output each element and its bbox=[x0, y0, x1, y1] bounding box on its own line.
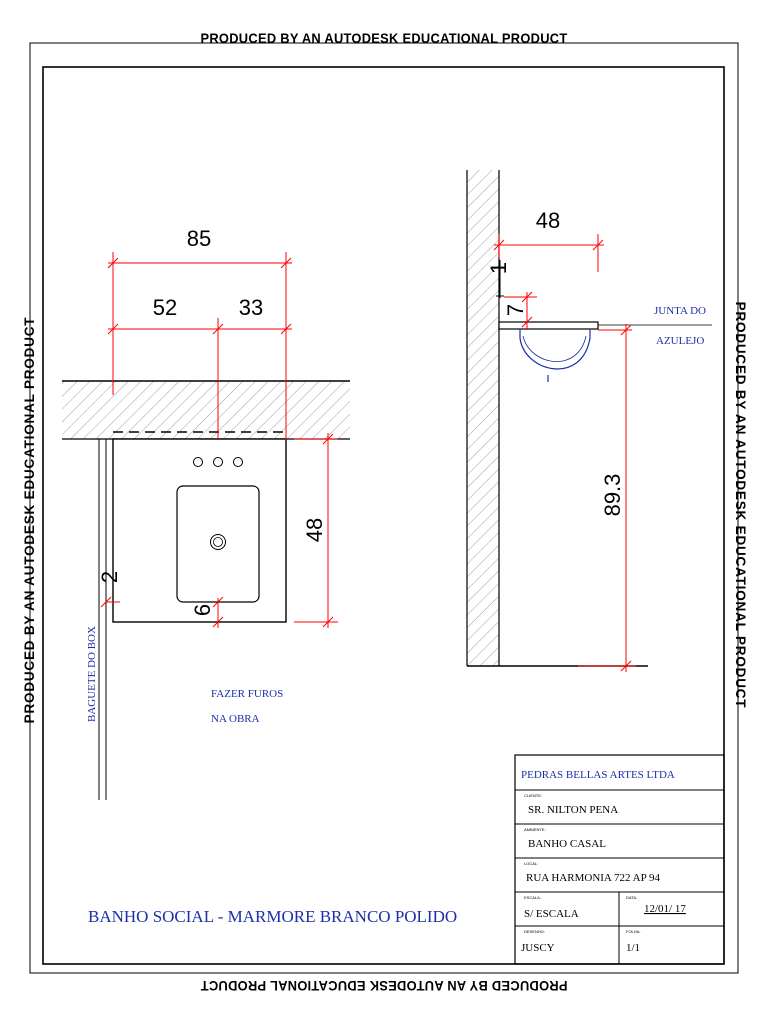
watermark-left: PRODUCED BY AN AUTODESK EDUCATIONAL PRODUCT bbox=[22, 316, 37, 724]
watermark-top: PRODUCED BY AN AUTODESK EDUCATIONAL PRODUCT bbox=[200, 30, 568, 46]
note-joint-line1: JUNTA DO bbox=[654, 305, 706, 317]
drawn-value: JUSCY bbox=[521, 942, 555, 954]
address-value: RUA HARMONIA 722 AP 94 bbox=[526, 872, 661, 884]
ambient-value: BANHO CASAL bbox=[528, 838, 606, 850]
note-holes-line1: FAZER FUROS bbox=[211, 688, 284, 700]
watermark-bottom: PRODUCED BY AN AUTODESK EDUCATIONAL PRODUCT bbox=[200, 978, 568, 994]
dim-depth-48: 48 bbox=[302, 517, 327, 543]
sheet-title: BANHO SOCIAL - MARMORE BRANCO POLIDO bbox=[88, 907, 458, 926]
client-value: SR. NILTON PENA bbox=[528, 804, 619, 816]
basin-bowl-inner bbox=[523, 336, 586, 362]
note-baguette-box: BAGUETE DO BOX bbox=[86, 626, 98, 722]
wall-hatch bbox=[62, 381, 350, 439]
dim-edge-6: 6 bbox=[190, 603, 215, 617]
dim-side-2: 2 bbox=[97, 570, 122, 584]
scale-value: S/ ESCALA bbox=[524, 908, 579, 920]
sheet-value: 1/1 bbox=[626, 942, 641, 954]
scale-label: ESCALA: bbox=[524, 895, 541, 900]
date-value: 12/01/ 17 bbox=[644, 903, 686, 915]
ambient-label: AMBIENTE: bbox=[524, 827, 546, 832]
section-dimension-lines bbox=[494, 234, 636, 672]
note-holes-line2: NA OBRA bbox=[211, 713, 260, 725]
dim-section-7: 7 bbox=[503, 303, 528, 317]
title-block bbox=[515, 755, 724, 964]
dim-section-width-48: 48 bbox=[535, 208, 561, 233]
dim-section-1: 1 bbox=[486, 261, 511, 275]
company-name: PEDRAS BELLAS ARTES LTDA bbox=[521, 769, 675, 781]
note-joint-line2: AZULEJO bbox=[656, 335, 705, 347]
dim-section-89-3: 89.3 bbox=[600, 473, 625, 517]
section-view bbox=[467, 170, 712, 672]
drawn-label: DESENHO: bbox=[524, 929, 545, 934]
dim-left-52: 52 bbox=[152, 295, 178, 320]
address-label: LOCAL: bbox=[524, 861, 539, 866]
wall-section-hatch bbox=[467, 170, 499, 666]
watermark-right: PRODUCED BY AN AUTODESK EDUCATIONAL PRODUCT bbox=[733, 301, 748, 709]
dim-right-33: 33 bbox=[238, 295, 264, 320]
plan-view bbox=[62, 226, 350, 800]
sheet-label: FOLHA: bbox=[626, 929, 641, 934]
basin-bowl-section bbox=[520, 329, 590, 369]
dim-total-85: 85 bbox=[186, 226, 212, 251]
date-label: DATA: bbox=[626, 895, 638, 900]
client-label: CLIENTE: bbox=[524, 793, 543, 798]
counter-slab-section bbox=[499, 322, 598, 329]
